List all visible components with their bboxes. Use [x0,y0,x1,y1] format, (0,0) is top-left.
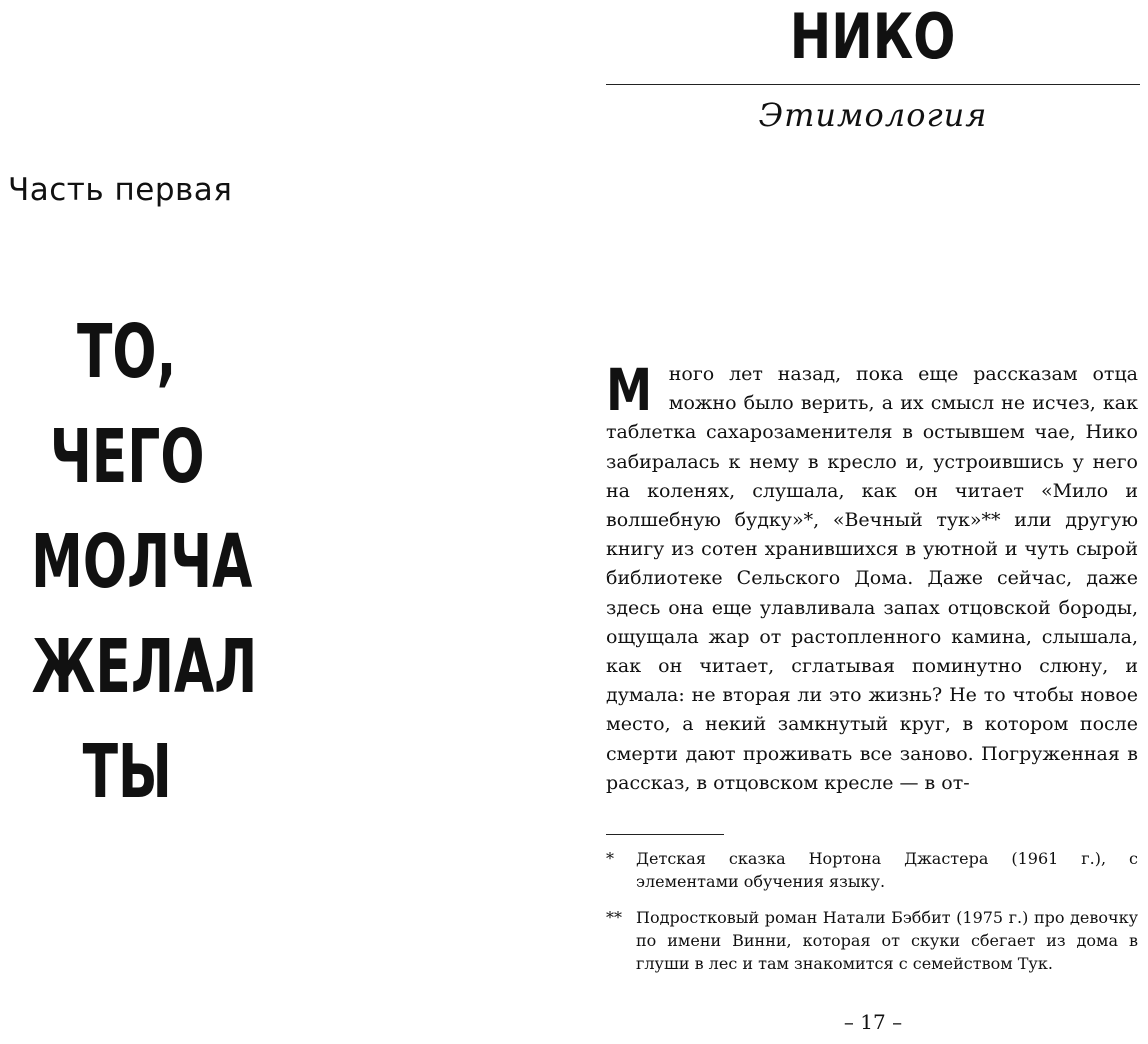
footnote-text: Детская сказка Нортона Джастера (1961 г.), с элементами обучения языку. [636,849,1138,891]
drop-cap: М [606,356,653,424]
footnote-divider [606,834,724,835]
body-text: ного лет назад, пока еще рассказам отца можно было верить, а их смысл не исчез, как таблетка сахарозаменителя в остывшем чае, Нико забиралась к нему в кресло и, устроившись у него на коленях, слушала, как он читает «Мило и волшебную будку»*, «Вечный тук»** или другую книгу из сотен хранившихся в уютной и чуть сырой библиотеке Сельского Дома. Даже сейчас, даже здесь она еще улавливала запах отцовской бороды, ощущала жар от растопленного камина, слышала, как он читает, сглатывая поминутно слюну, и думала: не вторая ли это жизнь? Не то чтобы новое место, а некий замкнутый круг, в котором после смерти дают проживать все заново. Погруженная в рассказ, в отцовском кресле — в от- [606,363,1138,794]
part-label: Часть первая [8,172,233,208]
part-title-line: ТЫ [82,729,172,815]
part-title-line: МОЛЧА [31,519,253,605]
body-paragraph [606,356,1138,798]
footnote-mark: * [606,849,614,868]
footnote-mark: ** [606,908,622,927]
footnote-text: Подростковый роман Натали Бэббит (1975 г.) про девочку по имени Винни, которая от скуки сбегает из дома в глуши в лес и там знакомится с семейством Тук. [636,908,1138,973]
footnote [606,906,1138,975]
part-title [0,300,258,825]
chapter-subtitle: Этимология [758,96,988,134]
chapter-title: НИКО [790,0,956,73]
part-title-line: ЧЕГО [49,414,205,500]
page-number: – 17 – [843,1010,903,1034]
title-divider [606,84,1140,85]
part-title-line: ТО, [77,309,177,395]
part-title-line: ЖЕЛАЛ [31,624,258,710]
footnote [606,847,1138,893]
